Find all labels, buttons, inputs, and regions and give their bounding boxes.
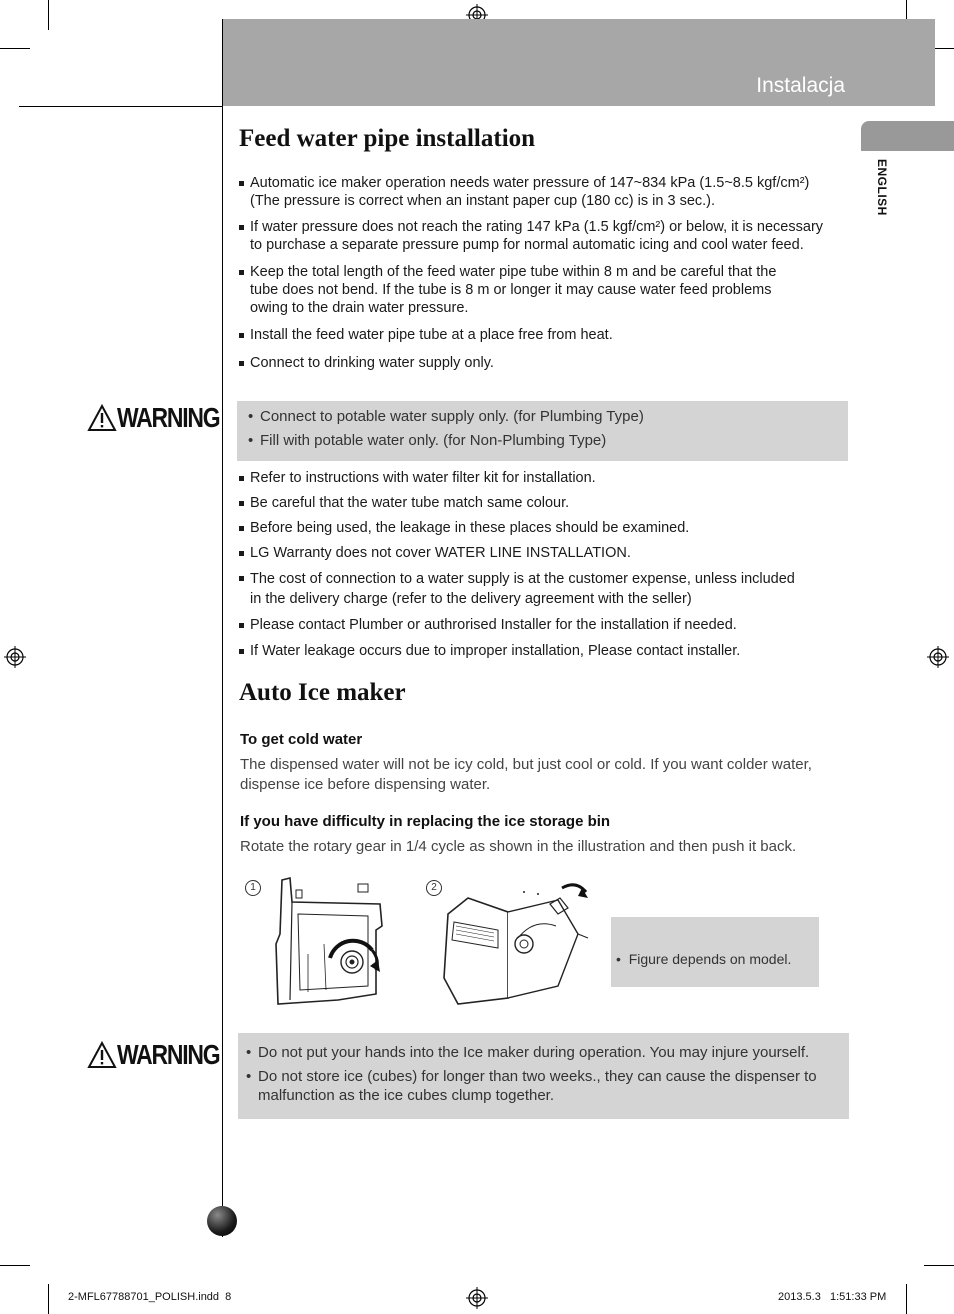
paragraph: Rotate the rotary gear in 1/4 cycle as shown in the illustration and then push it back. — [240, 838, 797, 855]
ice-bin-illustration — [438, 878, 590, 1008]
crop-mark — [0, 1265, 30, 1266]
page-title: Feed water pipe installation — [239, 125, 536, 152]
list-item: Keep the total length of the feed water pipe tube within 8 m and be careful that the tube does not bend. If the tube is 8 m or longer it may cause water feed problems owing to the drain water pressure. — [239, 263, 790, 317]
note-label: Figure depends on model. — [628, 951, 792, 967]
list-item: The cost of connection to a water supply is at the customer expense, unless included in the delivery charge (refer to the delivery agreement with the seller) — [239, 569, 799, 609]
warning-item: • Connect to potable water supply only. (for Plumbing Type) — [248, 408, 848, 425]
footer-timestamp: 2013.5.3 1:51:33 PM — [778, 1291, 887, 1303]
registration-mark-icon — [466, 1287, 488, 1309]
warning-text: WARNING — [117, 1039, 220, 1070]
crop-mark — [48, 1284, 49, 1314]
subheading: If you have difficulty in replacing the ice storage bin — [240, 813, 611, 830]
warning-item: • Fill with potable water only. (for Non-Plumbing Type) — [248, 432, 848, 449]
crop-mark — [48, 0, 49, 30]
footer-filename — [68, 1291, 231, 1303]
warning-triangle-icon — [87, 1041, 117, 1069]
crop-mark — [924, 1265, 954, 1266]
list-item: Connect to drinking water supply only. — [239, 354, 824, 372]
figure-number: 2 — [426, 880, 442, 896]
warning-item: • Do not store ice (cubes) for longer than two weeks., they can cause the dispenser to malfunction as the ice cubes clump together. — [246, 1067, 849, 1105]
note-text: • Figure depends on model. — [616, 951, 792, 967]
paragraph: The dispensed water will not be icy cold, but just cool or cold. If you want colder water, dispense ice before dispensing water. — [240, 756, 812, 793]
section-heading: Auto Ice maker — [239, 679, 406, 706]
warning-triangle-icon — [87, 404, 117, 432]
feed-bullet-list-2 — [239, 469, 799, 660]
figure-number: 1 — [245, 880, 261, 896]
list-item: Automatic ice maker operation needs water pressure of 147~834 kPa (1.5~8.5 kgf/cm²) (The pressure is correct when an instant paper cup (180 cc) is in 3 sec.). — [239, 174, 824, 210]
feed-bullet-list — [239, 174, 824, 372]
crop-mark — [906, 1284, 907, 1314]
language-tab — [861, 121, 954, 151]
subheading: To get cold water — [240, 731, 363, 748]
list-item: LG Warranty does not cover WATER LINE INSTALLATION. — [239, 544, 799, 562]
warning-box — [238, 1033, 849, 1119]
list-item: Please contact Plumber or authrorised Installer for the installation if needed. — [239, 616, 799, 634]
page-number: 8 — [225, 1291, 232, 1303]
divider — [19, 106, 222, 107]
registration-mark-icon — [927, 646, 949, 668]
warning-label — [87, 1039, 242, 1071]
warning-box — [237, 401, 848, 461]
page-marker — [207, 1206, 237, 1236]
list-item: If Water leakage occurs due to improper installation, Please contact installer. — [239, 642, 799, 660]
list-item: Install the feed water pipe tube at a place free from heat. — [239, 326, 824, 344]
warning-item: • Do not put your hands into the Ice maker during operation. You may injure yourself. — [246, 1044, 849, 1061]
registration-mark-icon — [4, 646, 26, 668]
list-item: Before being used, the leakage in these places should be examined. — [239, 519, 799, 537]
file-name: 2-MFL67788701_POLISH.indd — [68, 1291, 220, 1303]
crop-mark — [0, 48, 30, 49]
warning-text: WARNING — [117, 402, 220, 433]
list-item: If water pressure does not reach the rating 147 kPa (1.5 kgf/cm²) or below, it is necessary to purchase a separate pressure pump for normal automatic icing and cool water feed. — [239, 218, 824, 254]
warning-label — [87, 402, 242, 434]
ice-maker-gear-illustration — [268, 874, 388, 1008]
list-item: Be careful that the water tube match same colour. — [239, 494, 799, 512]
section-title: Instalacja — [756, 74, 845, 97]
language-label: ENGLISH — [875, 159, 889, 216]
list-item: Refer to instructions with water filter kit for installation. — [239, 469, 799, 487]
